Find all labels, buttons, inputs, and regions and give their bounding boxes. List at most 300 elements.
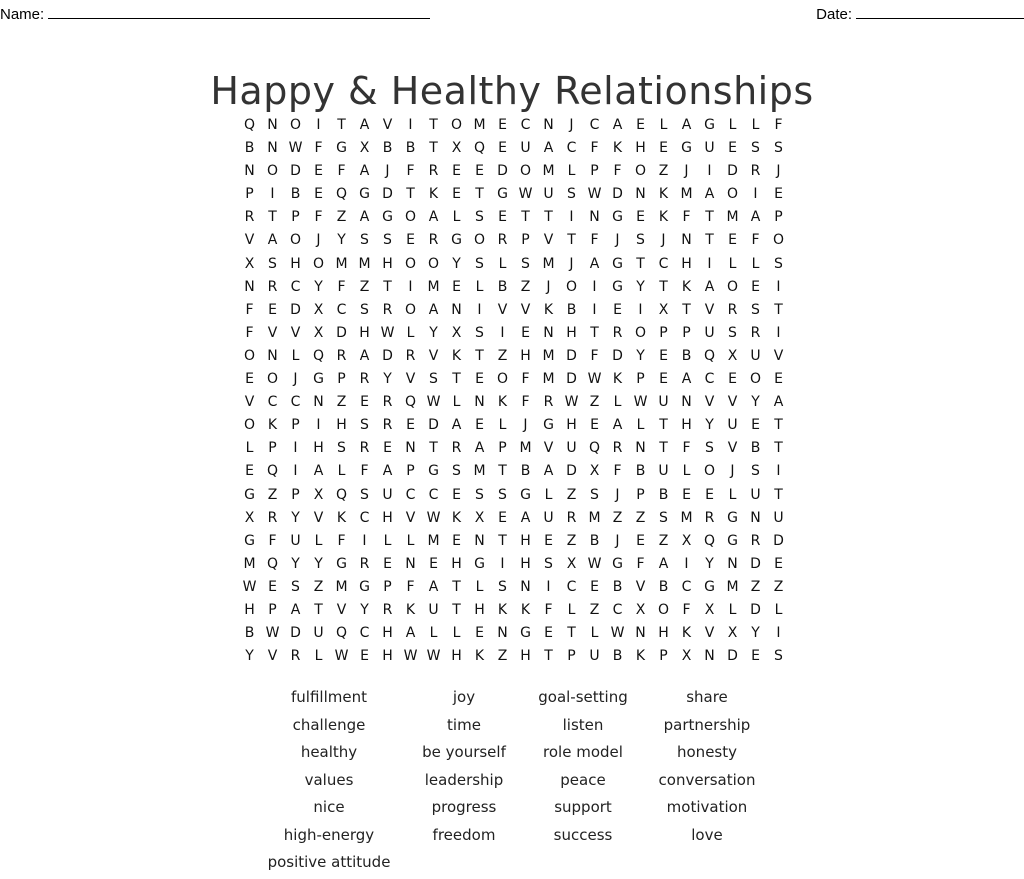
grid-letter: B	[681, 347, 692, 364]
grid-letter: L	[659, 117, 668, 133]
grid-letter: F	[314, 140, 323, 157]
grid-letter: U	[543, 186, 554, 203]
word-item: goal-setting	[538, 688, 628, 706]
grid-letter: C	[359, 625, 370, 642]
grid-letter: F	[751, 232, 760, 249]
grid-letter: L	[728, 601, 737, 618]
grid-letter: C	[704, 371, 715, 388]
grid-letter: K	[428, 186, 439, 203]
grid-letter: O	[565, 278, 578, 295]
grid-letter: C	[267, 394, 278, 411]
grid-letter: N	[405, 440, 416, 457]
word-item: leadership	[424, 770, 504, 789]
grid-letter: E	[475, 625, 484, 642]
grid-letter: E	[360, 394, 369, 411]
grid-letter: E	[475, 163, 484, 180]
grid-letter: W	[518, 186, 533, 203]
grid-letter: T	[682, 301, 691, 318]
grid-letter: H	[520, 648, 531, 665]
word-item: support	[554, 798, 612, 816]
grid-letter: W	[587, 186, 602, 203]
grid-row	[238, 645, 790, 668]
word-item: share	[686, 688, 728, 706]
grid-letter: G	[474, 555, 485, 572]
grid-row	[238, 206, 790, 229]
grid-letter: F	[337, 532, 346, 549]
grid-letter: Q	[473, 140, 486, 157]
grid-letter: N	[244, 163, 255, 180]
grid-row	[238, 368, 790, 391]
grid-letter: H	[681, 417, 692, 434]
grid-letter: H	[382, 648, 393, 665]
grid-letter: R	[267, 509, 278, 526]
grid-row	[238, 345, 790, 368]
grid-letter: I	[776, 324, 781, 341]
date-field[interactable]	[816, 4, 1024, 23]
grid-letter: Z	[359, 278, 370, 295]
grid-letter: I	[408, 117, 413, 133]
grid-letter: F	[682, 440, 691, 457]
word-item: values	[304, 770, 354, 789]
grid-letter: E	[452, 532, 461, 549]
grid-letter: Z	[658, 532, 669, 549]
grid-letter: R	[451, 440, 462, 457]
grid-letter: U	[520, 140, 531, 157]
grid-letter: V	[428, 347, 439, 364]
grid-letter: T	[429, 140, 438, 157]
grid-letter: E	[314, 163, 323, 180]
grid-letter: F	[590, 140, 599, 157]
grid-letter: G	[313, 371, 324, 388]
grid-letter: T	[774, 417, 783, 434]
grid-letter: N	[589, 209, 600, 226]
grid-letter: S	[475, 255, 484, 272]
grid-letter: E	[613, 301, 622, 318]
grid-letter: H	[635, 140, 646, 157]
grid-letter: N	[520, 578, 531, 595]
grid-letter: A	[612, 117, 623, 133]
grid-letter: V	[405, 371, 416, 388]
grid-letter: L	[406, 532, 415, 549]
grid-letter: K	[336, 509, 347, 526]
grid-letter: J	[523, 417, 528, 434]
grid-letter: J	[569, 117, 574, 133]
grid-letter: Z	[589, 394, 600, 411]
grid-letter: H	[336, 417, 347, 434]
grid-letter: B	[520, 463, 531, 480]
grid-letter: F	[590, 347, 599, 364]
grid-letter: N	[451, 301, 462, 318]
grid-letter: Y	[636, 347, 645, 364]
grid-letter: G	[612, 209, 623, 226]
grid-letter: J	[615, 486, 620, 503]
grid-letter: F	[337, 278, 346, 295]
grid-letter: L	[291, 347, 300, 364]
grid-letter: O	[312, 255, 325, 272]
grid-letter: R	[267, 278, 278, 295]
grid-letter: F	[314, 209, 323, 226]
grid-letter: J	[385, 163, 390, 180]
grid-letter: N	[244, 278, 255, 295]
grid-letter: X	[681, 532, 692, 549]
grid-letter: L	[728, 255, 737, 272]
grid-letter: G	[428, 463, 439, 480]
grid-letter: S	[751, 463, 760, 480]
grid-letter: E	[245, 463, 254, 480]
grid-letter: W	[610, 625, 625, 642]
name-field[interactable]	[0, 4, 430, 23]
grid-letter: E	[659, 140, 668, 157]
grid-letter: P	[682, 324, 691, 341]
grid-letter: C	[290, 394, 301, 411]
grid-letter: U	[750, 486, 761, 503]
page-title: Happy & Healthy Relationships	[210, 69, 814, 114]
grid-letter: E	[590, 417, 599, 434]
grid-letter: T	[521, 209, 530, 226]
grid-letter: O	[657, 601, 670, 618]
grid-letter: R	[359, 555, 370, 572]
grid-letter: N	[405, 555, 416, 572]
grid-letter: R	[336, 347, 347, 364]
grid-letter: S	[751, 301, 760, 318]
grid-letter: E	[728, 232, 737, 249]
grid-letter: S	[475, 209, 484, 226]
grid-letter: T	[659, 440, 668, 457]
grid-letter: B	[382, 140, 393, 157]
grid-letter: P	[567, 648, 576, 665]
grid-letter: J	[546, 278, 551, 295]
grid-letter: Y	[751, 625, 760, 642]
word-item: challenge	[292, 715, 366, 734]
grid-row	[238, 484, 790, 507]
grid-letter: B	[244, 140, 255, 157]
grid-letter: D	[750, 555, 761, 572]
grid-letter: A	[313, 463, 324, 480]
grid-letter: Y	[245, 648, 254, 665]
grid-letter: N	[635, 440, 646, 457]
grid-letter: S	[475, 486, 484, 503]
grid-letter: W	[426, 394, 441, 411]
grid-letter: E	[659, 347, 668, 364]
grid-letter: S	[360, 417, 369, 434]
grid-letter: T	[590, 324, 599, 341]
grid-letter: X	[658, 301, 669, 318]
grid-letter: E	[475, 417, 484, 434]
grid-letter: R	[382, 417, 393, 434]
grid-letter: I	[270, 186, 275, 203]
grid-letter: Z	[497, 648, 508, 665]
grid-letter: T	[774, 301, 783, 318]
grid-letter: S	[268, 255, 277, 272]
word-item: fulfillment	[291, 688, 367, 706]
grid-row	[238, 391, 790, 414]
grid-letter: H	[382, 255, 393, 272]
grid-letter: W	[380, 324, 395, 341]
grid-letter: E	[452, 186, 461, 203]
grid-letter: G	[359, 186, 370, 203]
grid-letter: V	[244, 232, 255, 249]
grid-letter: R	[359, 440, 370, 457]
grid-letter: E	[774, 555, 783, 572]
grid-letter: A	[359, 117, 370, 133]
grid-letter: E	[751, 648, 760, 665]
grid-letter: A	[267, 232, 278, 249]
grid-letter: L	[728, 117, 737, 133]
grid-letter: Y	[705, 555, 714, 572]
grid-letter: J	[293, 371, 298, 388]
grid-letter: L	[452, 394, 461, 411]
grid-letter: M	[542, 347, 555, 364]
grid-letter: V	[313, 509, 324, 526]
grid-letter: Z	[520, 278, 531, 295]
grid-letter: U	[704, 140, 715, 157]
grid-letter: L	[728, 486, 737, 503]
word-item: partnership	[663, 715, 751, 734]
grid-letter: T	[314, 601, 323, 618]
word-item: peace	[560, 770, 606, 789]
grid-letter: A	[704, 186, 715, 203]
grid-letter: P	[774, 209, 783, 226]
grid-row	[238, 414, 790, 437]
grid-letter: E	[498, 209, 507, 226]
grid-letter: A	[520, 509, 531, 526]
grid-letter: I	[477, 301, 482, 318]
grid-letter: G	[451, 232, 462, 249]
word-item: listen	[562, 715, 604, 734]
grid-letter: E	[452, 486, 461, 503]
grid-letter: C	[566, 578, 577, 595]
grid-letter: Z	[336, 209, 347, 226]
grid-letter: R	[382, 394, 393, 411]
word-item: joy	[452, 688, 476, 706]
grid-letter: C	[359, 509, 370, 526]
grid-letter: X	[244, 255, 255, 272]
grid-letter: Z	[612, 509, 623, 526]
grid-letter: S	[774, 648, 783, 665]
grid-letter: F	[544, 601, 553, 618]
grid-letter: Z	[566, 532, 577, 549]
grid-letter: I	[638, 301, 643, 318]
grid-letter: R	[497, 232, 508, 249]
grid-letter: T	[774, 486, 783, 503]
grid-letter: F	[245, 324, 254, 341]
grid-letter: E	[498, 117, 507, 133]
grid-letter: N	[267, 117, 278, 133]
grid-letter: A	[428, 209, 439, 226]
word-item: be yourself	[422, 743, 506, 761]
grid-letter: J	[615, 232, 620, 249]
grid-letter: I	[316, 417, 321, 434]
grid-letter: A	[589, 255, 600, 272]
grid-letter: C	[428, 486, 439, 503]
grid-letter: G	[612, 555, 623, 572]
grid-row	[238, 622, 790, 645]
grid-letter: D	[382, 347, 393, 364]
grid-letter: E	[452, 163, 461, 180]
word-item: time	[447, 715, 481, 734]
word-item: high-energy	[283, 825, 375, 844]
word-item: honesty	[677, 743, 737, 761]
grid-letter: P	[636, 371, 645, 388]
grid-letter: I	[362, 532, 367, 549]
grid-letter: F	[682, 601, 691, 618]
grid-letter: M	[680, 186, 693, 203]
grid-letter: T	[567, 232, 576, 249]
grid-letter: H	[566, 417, 577, 434]
name-label: Name:	[0, 6, 45, 23]
grid-letter: E	[475, 371, 484, 388]
grid-letter: B	[658, 578, 669, 595]
grid-letter: O	[496, 371, 509, 388]
word-item: freedom	[432, 825, 496, 844]
grid-letter: D	[773, 532, 784, 549]
grid-letter: D	[290, 625, 301, 642]
grid-letter: G	[336, 140, 347, 157]
name-input-line[interactable]	[48, 4, 430, 19]
grid-letter: E	[268, 578, 277, 595]
word-item: healthy	[300, 743, 358, 761]
grid-letter: L	[774, 601, 783, 618]
grid-letter: O	[427, 255, 440, 272]
grid-row	[238, 229, 790, 252]
grid-letter: K	[681, 278, 692, 295]
grid-letter: E	[452, 278, 461, 295]
grid-letter: M	[335, 255, 348, 272]
grid-letter: V	[543, 232, 554, 249]
grid-letter: G	[543, 417, 554, 434]
grid-letter: K	[405, 601, 416, 618]
grid-letter: I	[500, 324, 505, 341]
grid-letter: P	[636, 486, 645, 503]
date-input-line[interactable]	[856, 4, 1024, 19]
grid-letter: U	[773, 509, 784, 526]
grid-letter: K	[658, 186, 669, 203]
grid-letter: S	[498, 578, 507, 595]
grid-letter: C	[520, 117, 531, 133]
grid-letter: P	[383, 578, 392, 595]
word-item: role model	[543, 743, 623, 761]
grid-letter: A	[474, 440, 485, 457]
grid-letter: U	[290, 532, 301, 549]
grid-letter: K	[612, 140, 623, 157]
grid-letter: Q	[266, 463, 279, 480]
grid-letter: P	[245, 186, 254, 203]
grid-letter: V	[704, 394, 715, 411]
grid-letter: E	[636, 117, 645, 133]
grid-letter: R	[750, 324, 761, 341]
grid-letter: A	[290, 601, 301, 618]
grid-letter: S	[751, 140, 760, 157]
word-item: love	[691, 825, 723, 844]
grid-letter: T	[544, 648, 553, 665]
grid-letter: G	[520, 486, 531, 503]
grid-letter: Y	[636, 278, 645, 295]
grid-row	[238, 160, 790, 183]
grid-letter: J	[661, 232, 666, 249]
grid-letter: A	[405, 625, 416, 642]
grid-letter: O	[266, 163, 279, 180]
grid-letter: L	[475, 578, 484, 595]
grid-letter: G	[336, 555, 347, 572]
grid-letter: E	[636, 209, 645, 226]
grid-letter: P	[406, 463, 415, 480]
grid-letter: E	[751, 278, 760, 295]
grid-letter: V	[405, 509, 416, 526]
grid-letter: I	[592, 278, 597, 295]
grid-letter: B	[566, 301, 577, 318]
grid-letter: E	[544, 532, 553, 549]
grid-letter: X	[244, 509, 255, 526]
grid-letter: T	[475, 186, 484, 203]
grid-letter: Q	[335, 625, 348, 642]
grid-letter: T	[774, 440, 783, 457]
grid-letter: L	[406, 324, 415, 341]
grid-letter: I	[408, 278, 413, 295]
grid-letter: V	[290, 324, 301, 341]
grid-letter: L	[337, 463, 346, 480]
grid-letter: I	[592, 301, 597, 318]
grid-letter: Y	[383, 371, 392, 388]
grid-letter: E	[521, 324, 530, 341]
grid-letter: V	[704, 301, 715, 318]
grid-letter: K	[520, 601, 531, 618]
grid-letter: J	[569, 255, 574, 272]
grid-letter: B	[612, 648, 623, 665]
grid-letter: T	[429, 440, 438, 457]
grid-letter: L	[590, 625, 599, 642]
grid-letter: R	[405, 347, 416, 364]
grid-letter: W	[426, 509, 441, 526]
grid-letter: N	[635, 186, 646, 203]
grid-letter: H	[382, 625, 393, 642]
grid-letter: U	[313, 625, 324, 642]
grid-letter: N	[635, 625, 646, 642]
grid-letter: R	[543, 394, 554, 411]
grid-letter: U	[658, 394, 669, 411]
grid-row	[238, 276, 790, 299]
grid-letter: A	[543, 140, 554, 157]
grid-letter: F	[774, 117, 783, 133]
grid-letter: B	[658, 486, 669, 503]
grid-letter: Q	[703, 347, 716, 364]
grid-letter: U	[589, 648, 600, 665]
word-item: conversation	[658, 770, 756, 789]
grid-letter: X	[313, 301, 324, 318]
grid-letter: H	[566, 324, 577, 341]
word-item: positive attitude	[267, 853, 391, 871]
grid-letter: E	[590, 578, 599, 595]
grid-letter: K	[451, 509, 462, 526]
grid-letter: D	[727, 648, 738, 665]
grid-letter: F	[337, 163, 346, 180]
grid-letter: O	[634, 163, 647, 180]
grid-letter: C	[336, 301, 347, 318]
grid-letter: C	[681, 578, 692, 595]
grid-letter: T	[268, 209, 277, 226]
grid-letter: C	[658, 255, 669, 272]
grid-letter: L	[452, 625, 461, 642]
grid-letter: E	[659, 371, 668, 388]
grid-letter: G	[612, 255, 623, 272]
grid-letter: S	[360, 301, 369, 318]
grid-letter: N	[267, 347, 278, 364]
grid-letter: W	[633, 394, 648, 411]
grid-letter: R	[612, 324, 623, 341]
grid-letter: L	[498, 417, 507, 434]
grid-letter: F	[245, 301, 254, 318]
grid-letter: T	[452, 578, 461, 595]
grid-letter: R	[566, 509, 577, 526]
